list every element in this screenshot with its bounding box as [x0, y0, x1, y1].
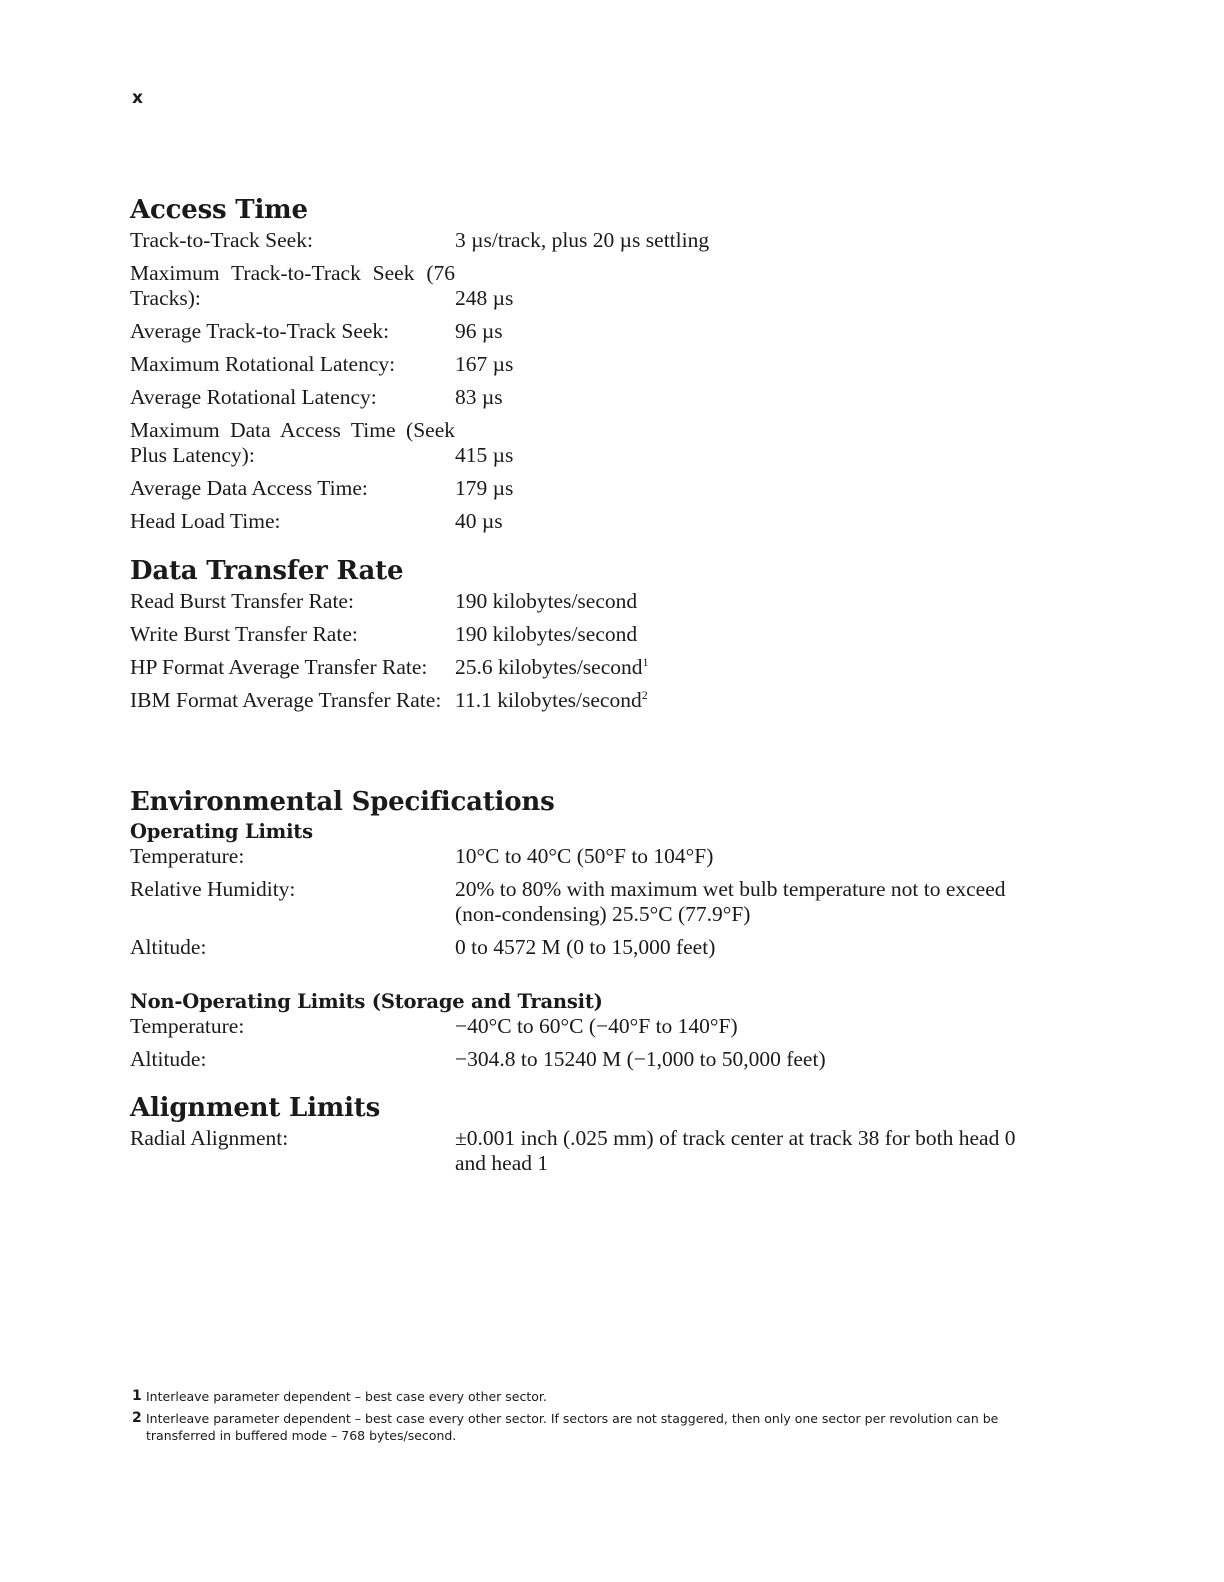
- footnote: [132, 1410, 1042, 1444]
- spec-row: [130, 476, 1050, 501]
- spec-value: 96 µs: [455, 319, 503, 343]
- spec-row: [130, 509, 1050, 534]
- spec-label: Maximum Rotational Latency:: [130, 352, 396, 376]
- spec-label: Average Track-to-Track Seek:: [130, 319, 390, 343]
- environmental-section: [130, 786, 1050, 968]
- footnotes: [132, 1388, 1042, 1449]
- spec-value: 40 µs: [455, 509, 503, 533]
- section-heading: Access Time: [130, 195, 308, 225]
- spec-label: Radial Alignment:: [130, 1126, 289, 1150]
- spec-value: −40°C to 60°C (−40°F to 140°F): [455, 1014, 738, 1038]
- spec-value: 10°C to 40°C (50°F to 104°F): [455, 844, 714, 868]
- spec-label: Maximum Data Access Time (Seek Plus Latency):: [130, 418, 455, 467]
- spec-label: Temperature:: [130, 1014, 245, 1038]
- spec-row: [130, 1126, 1050, 1176]
- spec-label: Average Rotational Latency:: [130, 385, 377, 409]
- spec-row: [130, 589, 1050, 614]
- spec-row: [130, 261, 1050, 311]
- access-time-section: [130, 194, 1050, 542]
- spec-row: [130, 688, 1050, 713]
- spec-row: [130, 935, 1050, 960]
- spec-label: Temperature:: [130, 844, 245, 868]
- spec-row: [130, 418, 1050, 468]
- non-operating-section: [130, 990, 1050, 1080]
- spec-value: −304.8 to 15240 M (−1,000 to 50,000 feet): [455, 1047, 826, 1071]
- section-heading: Alignment Limits: [130, 1093, 381, 1123]
- spec-label: Altitude:: [130, 935, 207, 959]
- spec-value: 83 µs: [455, 385, 503, 409]
- footnote-ref: 1: [642, 654, 649, 669]
- footnote-mark: 1: [132, 1388, 142, 1404]
- spec-row: [130, 877, 1050, 927]
- data-transfer-section: [130, 555, 1050, 721]
- spec-row: [130, 352, 1050, 377]
- alignment-section: [130, 1092, 1050, 1184]
- spec-value: [455, 688, 648, 713]
- spec-value: ±0.001 inch (.025 mm) of track center at track 38 for both head 0 and head 1: [455, 1126, 1016, 1175]
- spec-row: [130, 844, 1050, 869]
- footnote-ref: 2: [641, 687, 648, 702]
- footnote-mark: 2: [132, 1410, 142, 1426]
- spec-value: [455, 655, 649, 680]
- spec-row: [130, 319, 1050, 344]
- footnote-text: Interleave parameter dependent – best case every other sector. If sectors are not staggered, then only one sector per revolution can be transferred in buffered mode – 768 bytes/second.: [146, 1411, 999, 1443]
- spec-value: 167 µs: [455, 352, 514, 376]
- spec-row: [130, 1014, 1050, 1039]
- spec-label: Maximum Track-to-Track Seek (76 Tracks):: [130, 261, 455, 310]
- spec-row: [130, 228, 1050, 253]
- spec-label: Track-to-Track Seek:: [130, 228, 313, 252]
- spec-value: 248 µs: [455, 286, 514, 310]
- operating-limits-heading: Operating Limits: [130, 820, 313, 843]
- spec-label: Write Burst Transfer Rate:: [130, 622, 358, 646]
- spec-row: [130, 385, 1050, 410]
- spec-row: [130, 1047, 1050, 1072]
- footnote-text: Interleave parameter dependent – best case every other sector.: [146, 1389, 547, 1404]
- spec-label: Relative Humidity:: [130, 877, 296, 901]
- spec-value: 179 µs: [455, 476, 514, 500]
- spec-label: IBM Format Average Transfer Rate:: [130, 688, 442, 712]
- section-heading: Data Transfer Rate: [130, 556, 404, 586]
- value-text: 25.6 kilobytes/second: [455, 655, 643, 679]
- spec-value: 3 µs/track, plus 20 µs settling: [455, 228, 710, 252]
- spec-label: Read Burst Transfer Rate:: [130, 589, 354, 613]
- page-number: x: [132, 88, 143, 108]
- spec-label: Head Load Time:: [130, 509, 281, 533]
- spec-value: 190 kilobytes/second: [455, 589, 638, 613]
- spec-value: 0 to 4572 M (0 to 15,000 feet): [455, 935, 716, 959]
- non-operating-limits-heading: Non-Operating Limits (Storage and Transit): [130, 990, 603, 1013]
- spec-label: Altitude:: [130, 1047, 207, 1071]
- spec-value: 415 µs: [455, 443, 514, 467]
- value-text: 11.1 kilobytes/second: [455, 688, 642, 712]
- spec-row: [130, 622, 1050, 647]
- footnote: [132, 1388, 1042, 1405]
- spec-value: 20% to 80% with maximum wet bulb temperature not to exceed (non-condensing) 25.5°C (77.9°F): [455, 877, 1006, 926]
- spec-value: 190 kilobytes/second: [455, 622, 638, 646]
- section-heading: Environmental Specifications: [130, 787, 555, 817]
- spec-label: Average Data Access Time:: [130, 476, 368, 500]
- spec-row: [130, 655, 1050, 680]
- spec-label: HP Format Average Transfer Rate:: [130, 655, 428, 679]
